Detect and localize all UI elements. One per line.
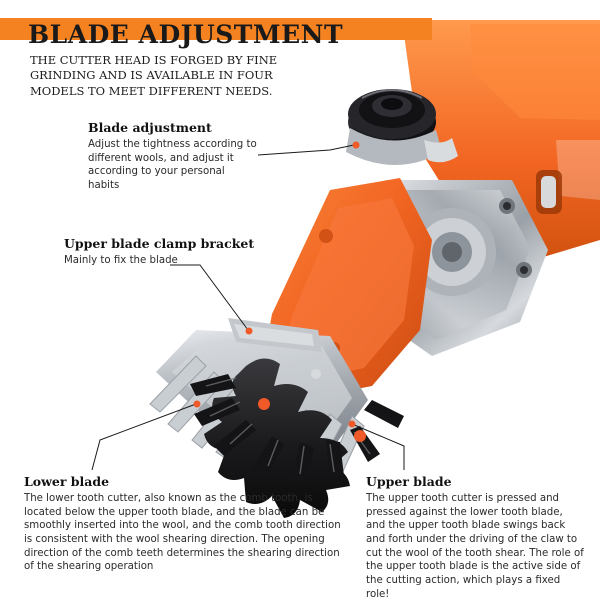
callout-body-blade-adjustment: Adjust the tightness according to different wools, and adjust it according to your personal habits — [88, 139, 257, 192]
callout-upper-blade-clamp-bracket — [64, 236, 269, 268]
callout-blade-adjustment — [88, 120, 258, 193]
callout-body-upper-blade-clamp-bracket: Mainly to fix the blade — [64, 255, 178, 266]
page-subtitle: THE CUTTER HEAD IS FORGED BY FINE GRINDING AND IS AVAILABLE IN FOUR MODELS TO MEET DIFFERENT NEEDS. — [28, 52, 300, 100]
callout-title-lower-blade: Lower blade — [24, 474, 110, 489]
callout-upper-blade — [366, 474, 584, 600]
callout-title-upper-blade-clamp-bracket: Upper blade clamp bracket — [64, 236, 255, 251]
callout-body-upper-blade: The upper tooth cutter is pressed and pressed against the lower tooth blade, and the upper tooth blade swings back and forth under the driving of the claw to cut the wool of the tooth shear. The role of the upper tooth blade is the active side of the cutting action, which plays a fixed role! — [366, 493, 584, 600]
callout-body-lower-blade: The lower tooth cutter, also known as the comb tooth, is located below the upper tooth blade, and the blade can be smoothly inserted into the wool, and the comb tooth direction is consistent with the wool shearing direction. The opening direction of the comb teeth determines the shearing direction of the shearing operation — [24, 493, 341, 573]
blade-fastener — [258, 398, 270, 410]
callout-lower-blade — [24, 474, 344, 574]
callout-title-blade-adjustment: Blade adjustment — [88, 120, 212, 135]
callout-title-upper-blade: Upper blade — [366, 474, 452, 489]
page-title: BLADE ADJUSTMENT — [28, 20, 344, 49]
blade-fastener-2 — [354, 430, 366, 442]
